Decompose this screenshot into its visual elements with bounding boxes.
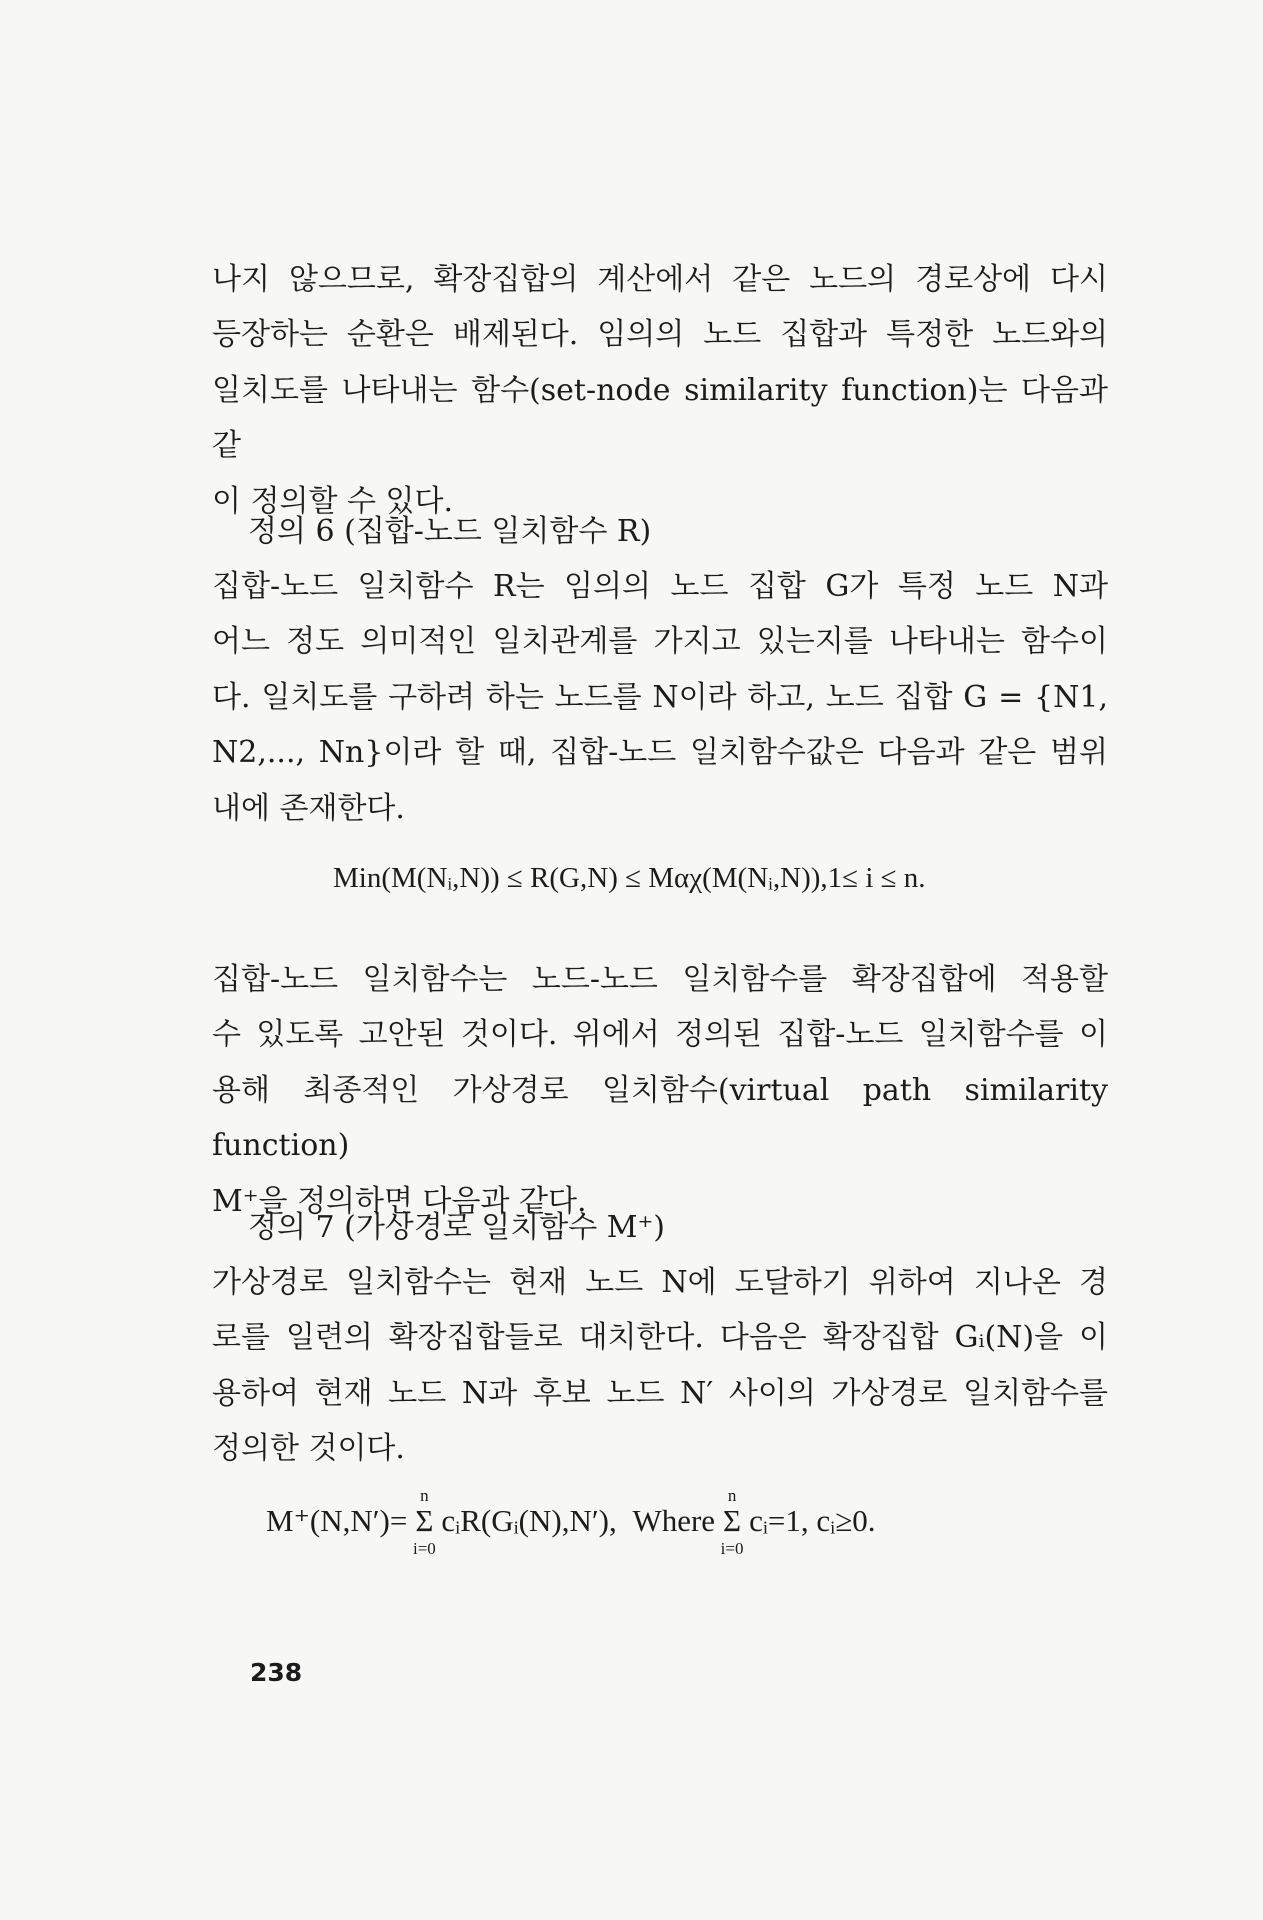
text-line: 가상경로 일치함수는 현재 노드 N에 도달하기 위하여 지나온 경 — [212, 1265, 1108, 1300]
paragraph-extension-set-intro — [212, 252, 1108, 529]
text-line: 등장하는 순환은 배제된다. 임의의 노드 집합과 특정한 노드와의 — [212, 317, 1108, 353]
text-line: 용하여 현재 노드 N과 후보 노드 N′ 사이의 가상경로 일치함수를 — [212, 1375, 1108, 1411]
text-line: 나지 않으므로, 확장집합의 계산에서 같은 노드의 경로상에 다시 — [212, 262, 1108, 297]
text-line: 어느 정도 의미적인 일치관계를 가지고 있는지를 나타내는 함수이 — [212, 624, 1108, 660]
definition-7-heading-block — [212, 1200, 1108, 1255]
sum-upper-limit: n — [420, 1486, 429, 1505]
text-line: 일치도를 나타내는 함수(set-node similarity function)는 다음과 같 — [212, 372, 1108, 464]
text-line: N2,..., Nn}이라 할 때, 집합-노드 일치함수값은 다음과 같은 범위 — [212, 735, 1108, 771]
sigma: Σ — [415, 1503, 434, 1538]
text-line: 로를 일련의 확장집합들로 대치한다. 다음은 확장집합 Gᵢ(N)을 이 — [212, 1320, 1108, 1356]
text-line: 정의한 것이다. — [212, 1431, 405, 1467]
formula-range: Min(M(Nᵢ,N)) ≤ R(G,N) ≤ Mαχ(M(Nᵢ,N)),1≤ i ≤ n. — [333, 862, 926, 894]
paragraph-virtual-path-function — [212, 1255, 1108, 1477]
text-line: 다. 일치도를 구하려 하는 노드를 N이라 하고, 노드 집합 G = {N1, — [212, 679, 1108, 715]
summation-symbol — [409, 1486, 439, 1558]
definition-6-heading: 정의 6 (집합-노드 일치함수 R) — [248, 514, 652, 549]
paragraph-virtual-path-intro — [212, 952, 1108, 1229]
text-line: 용해 최종적인 가상경로 일치함수(virtual path similarity function) — [212, 1072, 1108, 1164]
formula-body: cᵢR(Gᵢ(N),N′), — [441, 1503, 617, 1538]
definition-6-heading-block — [212, 504, 1108, 559]
sigma: Σ — [723, 1503, 742, 1538]
summation-symbol — [717, 1486, 747, 1558]
paragraph-set-node-function — [212, 559, 1108, 836]
formula-rhs: cᵢ=1, cᵢ≥0. — [749, 1503, 876, 1538]
sum-lower-limit: i=0 — [720, 1539, 744, 1558]
formula-where: Where — [632, 1503, 716, 1538]
text-line: 이 정의할 수 있다. — [212, 483, 454, 519]
text-line: 수 있도록 고안된 것이다. 위에서 정의된 집합-노드 일치함수를 이 — [212, 1017, 1108, 1053]
page-number: 238 — [250, 1658, 303, 1687]
sum-upper-limit: n — [727, 1486, 737, 1505]
text-line: 집합-노드 일치함수 R는 임의의 노드 집합 G가 특정 노드 N과 — [212, 569, 1108, 604]
definition-7-heading: 정의 7 (가상경로 일치함수 M⁺) — [248, 1210, 665, 1245]
sum-lower-limit: i=0 — [412, 1539, 436, 1558]
formula-virtual-path — [266, 1486, 876, 1558]
text-line: M⁺을 정의하면 다음과 같다. — [212, 1183, 587, 1219]
formula-lhs: M⁺(N,N′)= — [266, 1503, 408, 1538]
text-line: 내에 존재한다. — [212, 790, 405, 826]
text-line: 집합-노드 일치함수는 노드-노드 일치함수를 확장집합에 적용할 — [212, 962, 1108, 997]
